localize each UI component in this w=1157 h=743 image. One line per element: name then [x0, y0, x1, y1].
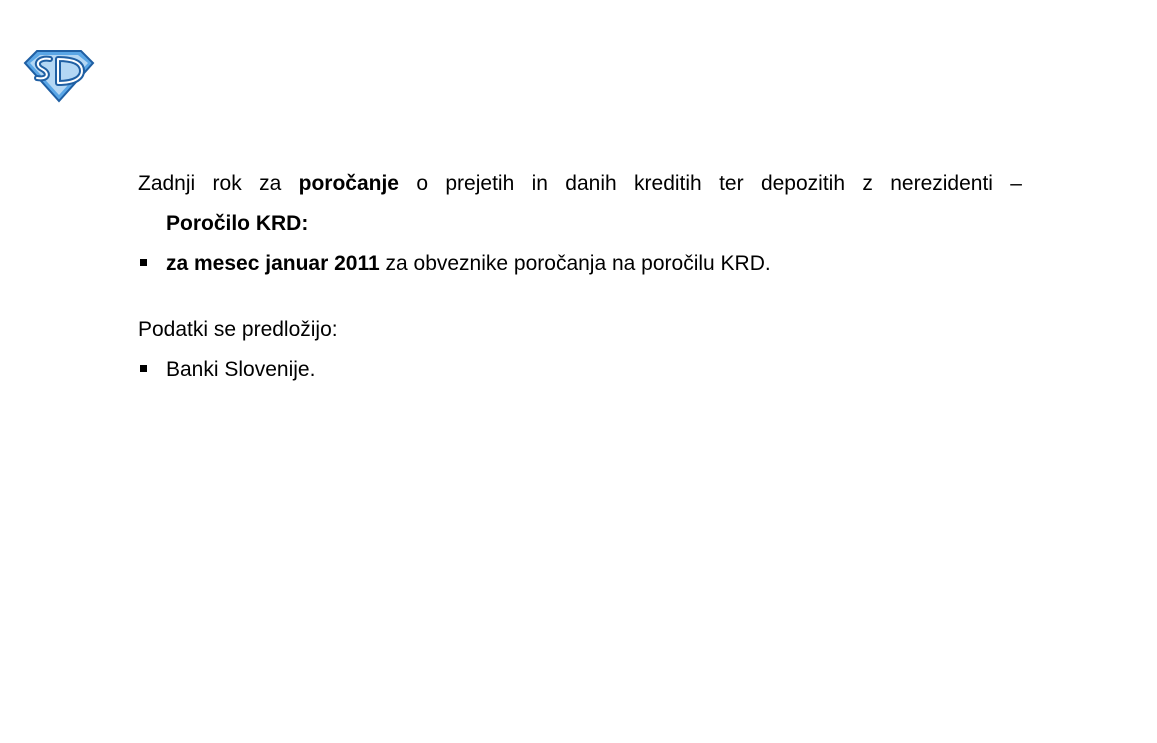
intro-text-bold: poročanje [298, 172, 399, 195]
report-name-line [138, 204, 1022, 244]
deadline-text: za obveznike poročanja na poročilu KRD. [385, 252, 771, 275]
spacer [138, 284, 1022, 310]
sd-logo [22, 47, 96, 105]
deadline-bold: za mesec januar 2011 [166, 252, 380, 275]
intro-text-start: Zadnji rok za [138, 172, 282, 195]
report-name: Poročilo KRD: [166, 212, 309, 235]
bullet-icon [140, 365, 147, 372]
intro-paragraph [138, 164, 1022, 204]
recipient-text: Banki Slovenije. [166, 358, 316, 381]
intro-text-end: o prejetih in danih kreditih ter depozitih z nerezidenti – [416, 172, 1022, 195]
list-item [138, 244, 1022, 284]
submission-heading: Podatki se predložijo: [138, 318, 338, 341]
document-body [138, 164, 1022, 390]
list-item [138, 350, 1022, 390]
bullet-icon [140, 259, 147, 266]
